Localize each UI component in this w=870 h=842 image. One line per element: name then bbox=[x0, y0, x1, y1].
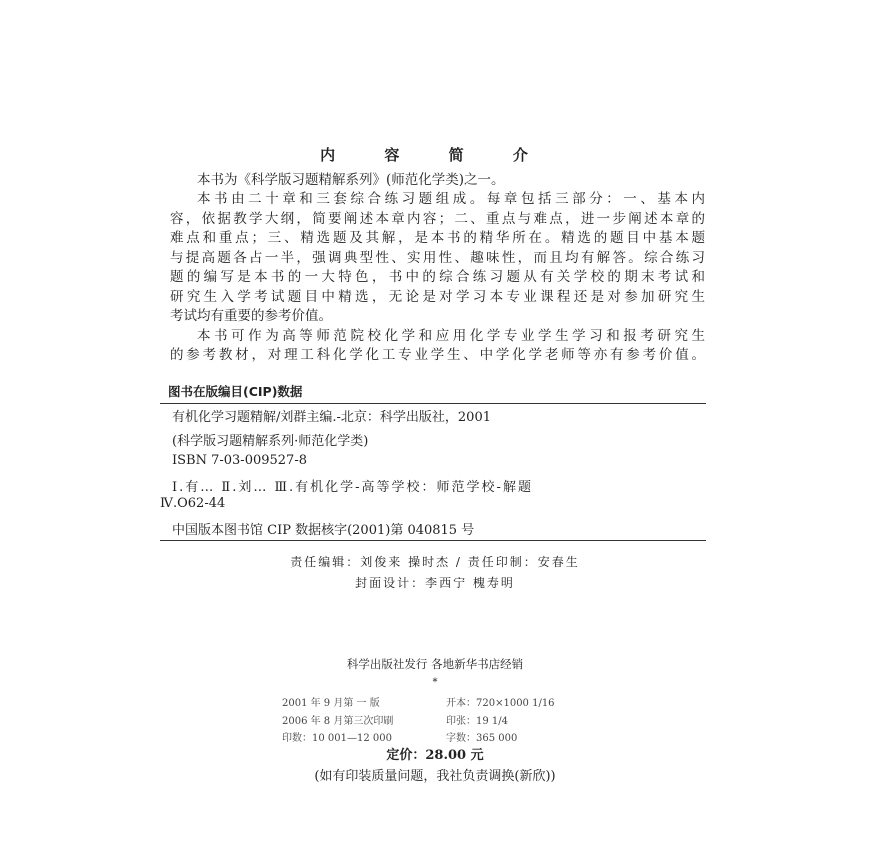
separator: * bbox=[432, 677, 438, 688]
summary-title: 内 容 简 介 bbox=[320, 146, 550, 164]
cip-heading: 图书在版编目(CIP)数据 bbox=[168, 384, 303, 399]
cip-line: 中国版本图书馆 CIP 数据核字(2001)第 040815 号 bbox=[172, 523, 475, 538]
summary-line: 的参考教材，对理工科化学化工专业学生、中学化学老师等亦有参考价值。 bbox=[170, 347, 705, 363]
summary-line: 难点和重点；三、精选题及其解，是本书的精华所在。精选的题目中基本题 bbox=[170, 230, 705, 246]
summary-line: 研究生入学考试题目中精选，无论是对学习本专业课程还是对参加研究生 bbox=[170, 289, 705, 305]
cip-line: 有机化学习题精解/刘群主编.-北京：科学出版社，2001 bbox=[172, 410, 491, 425]
credits-cover: 封面设计：李西宁 槐寿明 bbox=[355, 576, 515, 590]
summary-line: 题的编写是本书的一大特色，书中的综合练习题从有关学校的期末考试和 bbox=[170, 269, 705, 285]
word-count: 字数：365 000 bbox=[446, 733, 518, 744]
sheets: 印张：19 1/4 bbox=[446, 716, 508, 727]
cip-line: Ⅰ.有… Ⅱ.刘… Ⅲ.有机化学-高等学校：师范学校-解题 bbox=[172, 480, 533, 495]
edition: 2001 年 9 月第 一 版 bbox=[282, 698, 380, 709]
print-run: 印数：10 001—12 000 bbox=[282, 733, 392, 744]
cip-bottom-rule bbox=[160, 540, 706, 541]
summary-line: 本书为《科学版习题精解系列》(师范化学类)之一。 bbox=[197, 172, 505, 188]
price: 定价：28.00 元 bbox=[386, 748, 484, 763]
printing: 2006 年 8 月第三次印刷 bbox=[282, 716, 394, 727]
cip-line: ISBN 7-03-009527-8 bbox=[172, 453, 307, 468]
summary-line: 考试均有重要的参考价值。 bbox=[170, 308, 332, 324]
format: 开本：720×1000 1/16 bbox=[446, 698, 555, 709]
summary-line: 本书可作为高等师范院校化学和应用化学专业学生学习和报考研究生 bbox=[197, 328, 705, 344]
distribution: 科学出版社发行 各地新华书店经销 bbox=[346, 657, 524, 671]
summary-line: 本书由二十章和三套综合练习题组成。每章包括三部分：一、基本内 bbox=[197, 191, 705, 207]
cip-top-rule bbox=[160, 403, 706, 404]
cip-line: (科学版习题精解系列·师范化学类) bbox=[172, 434, 369, 449]
summary-line: 容，依据教学大纲，简要阐述本章内容；二、重点与难点，进一步阐述本章的 bbox=[170, 211, 705, 227]
summary-line: 与提高题各占一半，强调典型性、实用性、趣味性，而且均有解答。综合练习 bbox=[170, 250, 705, 266]
cip-line: Ⅳ.O62-44 bbox=[160, 496, 226, 511]
credits-editors: 责任编辑：刘俊来 操时杰 / 责任印制：安春生 bbox=[290, 555, 580, 569]
quality-note: (如有印装质量问题，我社负责调换(新欣)) bbox=[314, 769, 556, 784]
